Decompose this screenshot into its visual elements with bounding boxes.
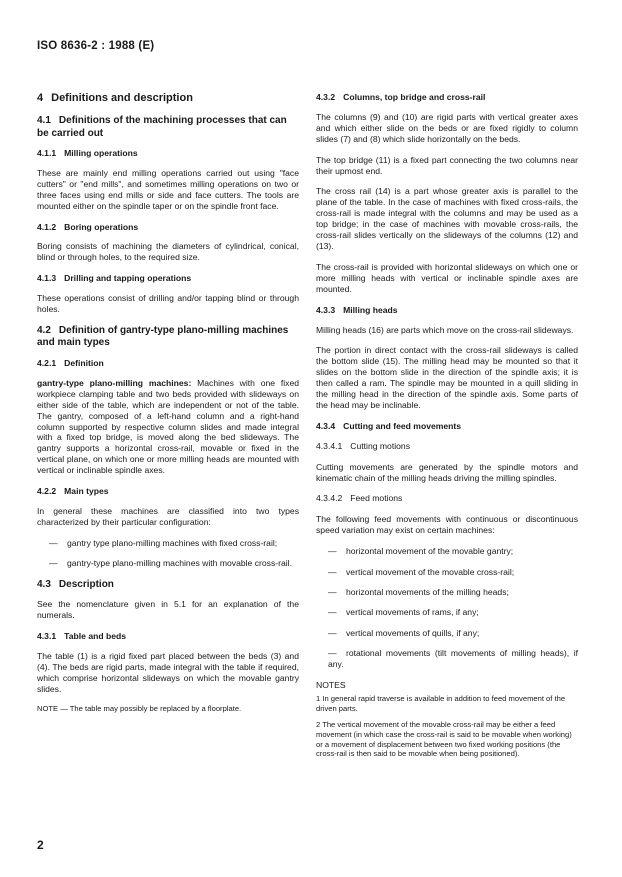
list-item: — vertical movements of quills, if any; (328, 627, 480, 638)
boring-operations-text: Boring consists of machining the diameters of cylindrical, conical, blind or through holes, to the required size. (37, 241, 299, 263)
description-text: See the nomenclature given in 5.1 for an explanation of the numerals. (37, 599, 299, 620)
left-column (37, 92, 299, 720)
section-4-3-3-heading: 4.3.3 Milling heads (316, 304, 398, 315)
section-4-2-2-heading: 4.2.2 Main types (37, 486, 109, 497)
columns-text-a: The columns (9) and (10) are rigid parts with vertical greater axes and which either slide on the beds or are fixed rigidly to column slides (7) and (8) which slide horizontally on the beds. (316, 111, 578, 144)
section-4-1-3-heading: 4.1.3 Drilling and tapping operations (37, 273, 192, 284)
columns-text-c: The cross rail (14) is a part whose greater axis is parallel to the plane of the table. In the case of machines with fixed cross-rails, the cross-rail is made integral with the columns and may be used as a top bridge; in the case of machines with movable cross-rails, the cross-rail slides vertically on the slideways of the columns (12) and (13). (316, 186, 578, 251)
feed-list (316, 546, 578, 670)
milling-operations-text: These are mainly end milling operations carried out using "face cutters" or "end mills", and sometimes milling operations on two or three faces using end mills or side and face cutters. The tools are mounted either on the spindle taper or on the spindle front face. (37, 167, 299, 211)
milling-heads-text-b: The portion in direct contact with the cross-rail slideways is called the bottom slide (15). The milling head may be mounted so that it slides on the bottom slide in the direction of the spindle axis; it is then called a ram. The spindle may be mounted in a quill sliding in the milling head in the direction of the spindle axis. Some parts of the head may be inclinable. (316, 345, 578, 410)
columns-text-b: The top bridge (11) is a fixed part connecting the two columns near their upmost end. (316, 154, 578, 176)
section-4-2-1-heading: 4.2.1 Definition (37, 357, 104, 368)
section-4-3-1-heading: 4.3.1 Table and beds (37, 630, 127, 641)
list-item: — horizontal movement of the movable gantry; (328, 546, 514, 557)
section-4-heading: 4 Definitions and description (37, 92, 193, 104)
section-4-1-heading: 4.1 Definitions of the machining processes that can be carried out (37, 115, 287, 139)
main-types-text: In general these machines are classified into two types characterized by their particular configuration: (37, 505, 299, 527)
list-item: — vertical movement of the movable cross-rail; (328, 566, 515, 577)
section-4-1-1-heading: 4.1.1 Milling operations (37, 148, 138, 158)
list-item: — gantry type plano-milling machines with fixed cross-rail; (49, 537, 278, 548)
section-4-2-heading: 4.2 Definition of gantry-type plano-milling machines and main types (37, 324, 289, 349)
list-item: — vertical movements of rams, if any; (328, 607, 479, 618)
right-column (316, 92, 578, 765)
feed-motions-text: The following feed movements with continuous or discontinuous speed variation may exist on certain machines: (316, 514, 578, 536)
document-header: ISO 8636-2 : 1988 (E) (37, 40, 155, 52)
section-4-3-heading: 4.3 Description (37, 578, 114, 590)
section-4-3-4-1-heading: 4.3.4.1 Cutting motions (316, 440, 410, 451)
notes-title: NOTES (316, 679, 346, 690)
section-4-3-4-heading: 4.3.4 Cutting and feed movements (316, 420, 462, 431)
table-note: NOTE — The table may possibly be replaced by a floorplate. (37, 704, 242, 714)
list-item: — rotational movements (tilt movements of milling heads), if any. (328, 648, 578, 670)
list-item: — horizontal movements of the milling heads; (328, 587, 509, 597)
list-item: — gantry-type plano-milling machines with movable cross-rail. (49, 558, 292, 569)
table-beds-text: The table (1) is a rigid fixed part placed between the beds (3) and (4). The beds are rigid parts, made integral with the table if required, which comprise horizontal slideways on which the movable gantry slides. (37, 650, 299, 694)
milling-heads-text-a: Milling heads (16) are parts which move on the cross-rail slideways. (316, 324, 574, 335)
drilling-operations-text: These operations consist of drilling and/or tapping blind or through holes. (37, 293, 299, 315)
definition-text: gantry-type plano-milling machines: Machines with one fixed workpiece clamping table and two beds provided with slideways on either side of the table, which are independent or not of the table. The gantry, composed of a left-hand column and a right-hand column supported by respective column slides and made integral with a fixed top bridge, is moved along the bed slideways. The gantry supports a horizontal cross-rail, movable or fixed in the vertical plane, on which one or more milling heads are mounted with vertical or inclinable spindle axes. (37, 377, 299, 476)
section-4-1-2-heading: 4.1.2 Boring operations (37, 221, 139, 232)
cutting-motions-text: Cutting movements are generated by the spindle motors and kinematic chain of the milling heads driving the milling spindles. (316, 461, 578, 483)
page-number: 2 (37, 838, 44, 852)
columns-text-d: The cross-rail is provided with horizontal slideways on which one or more milling heads with vertical or inclinable spindle axes are mounted. (316, 261, 578, 294)
note-2: 2 The vertical movement of the movable cross-rail may be either a feed movement (in which case the cross-rail is said to be movable when working) or a movement of displacement between two fixed working positions (the cross-rail is then said to be movable when being positioned). (316, 720, 572, 759)
note-1: 1 In general rapid traverse is available in addition to feed movement of the driven parts. (316, 694, 566, 714)
types-list (37, 538, 299, 569)
section-4-3-4-2-heading: 4.3.4.2 Feed motions (316, 493, 403, 504)
section-4-3-2-heading: 4.3.2 Columns, top bridge and cross-rail (316, 92, 486, 102)
